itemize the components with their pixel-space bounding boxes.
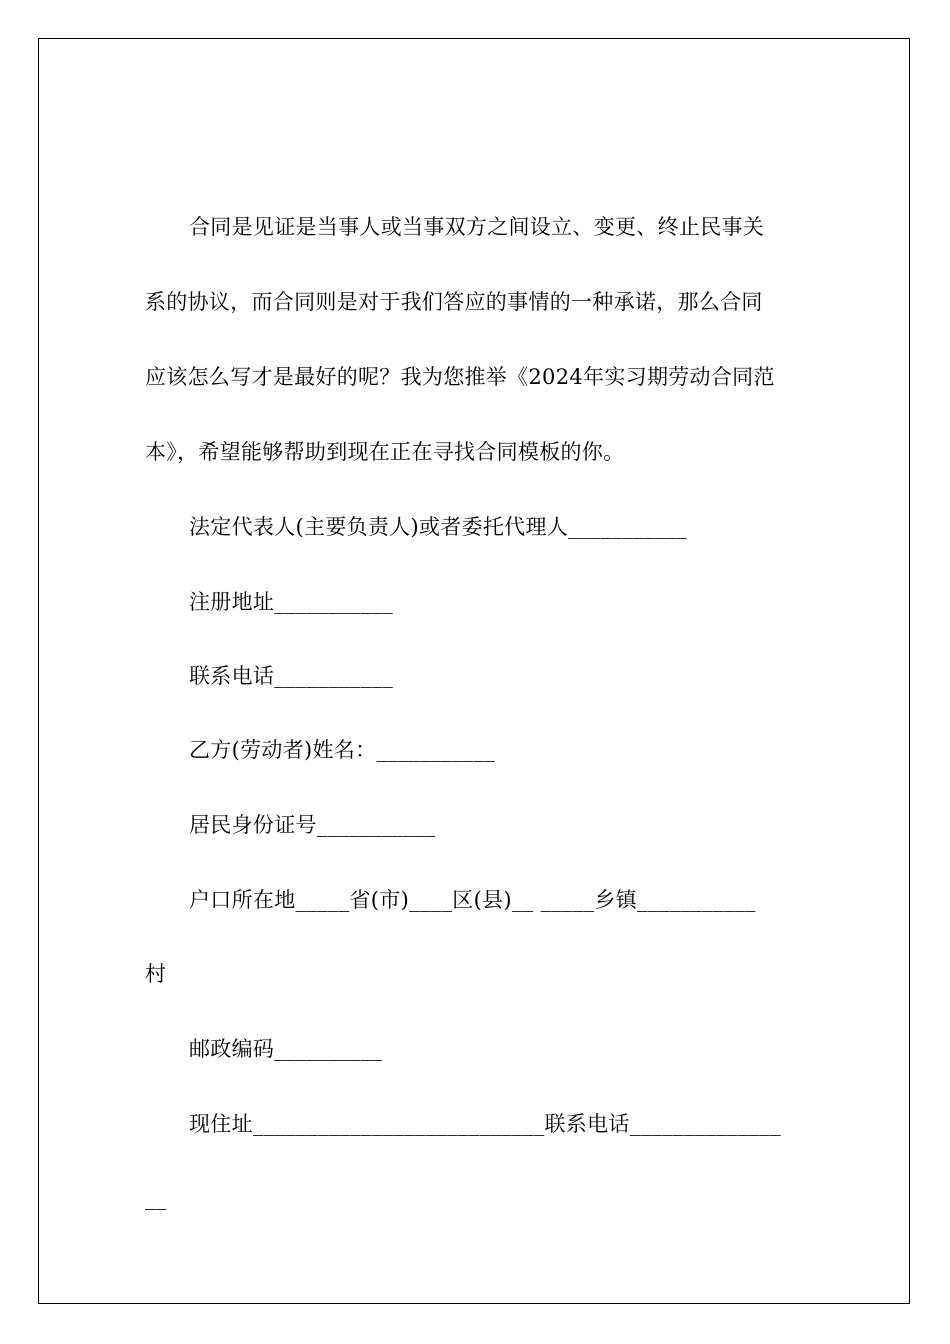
intro-line-1: 合同是见证是当事人或当事双方之间设立、变更、终止民事关 — [189, 215, 765, 239]
reg-address-field: 注册地址___________ — [189, 590, 393, 614]
party-b-name-field: 乙方(劳动者)姓名：___________ — [189, 738, 496, 762]
intro-line-2: 系的协议，而合同则是对于我们答应的事情的一种承诺，那么合同 — [145, 290, 763, 314]
current-address-field: 现住址___________________________联系电话______________ — [189, 1112, 781, 1136]
phone-field: 联系电话___________ — [189, 664, 393, 688]
current-address-cont: __ — [145, 1186, 167, 1210]
id-number-field: 居民身份证号___________ — [189, 813, 436, 837]
postal-code-field: 邮政编码__________ — [189, 1037, 383, 1061]
legal-rep-field: 法定代表人(主要负责人)或者委托代理人___________ — [189, 515, 687, 539]
hukou-field: 户口所在地_____省(市)____区(县)__ _____乡镇___________ — [189, 888, 756, 912]
intro-line-3: 应该怎么写才是最好的呢？我为您推举《2024年实习期劳动合同范 — [145, 365, 775, 389]
hukou-field-cont: 村 — [145, 962, 167, 986]
intro-line-4: 本》，希望能够帮助到现在正在寻找合同模板的你。 — [145, 440, 625, 464]
